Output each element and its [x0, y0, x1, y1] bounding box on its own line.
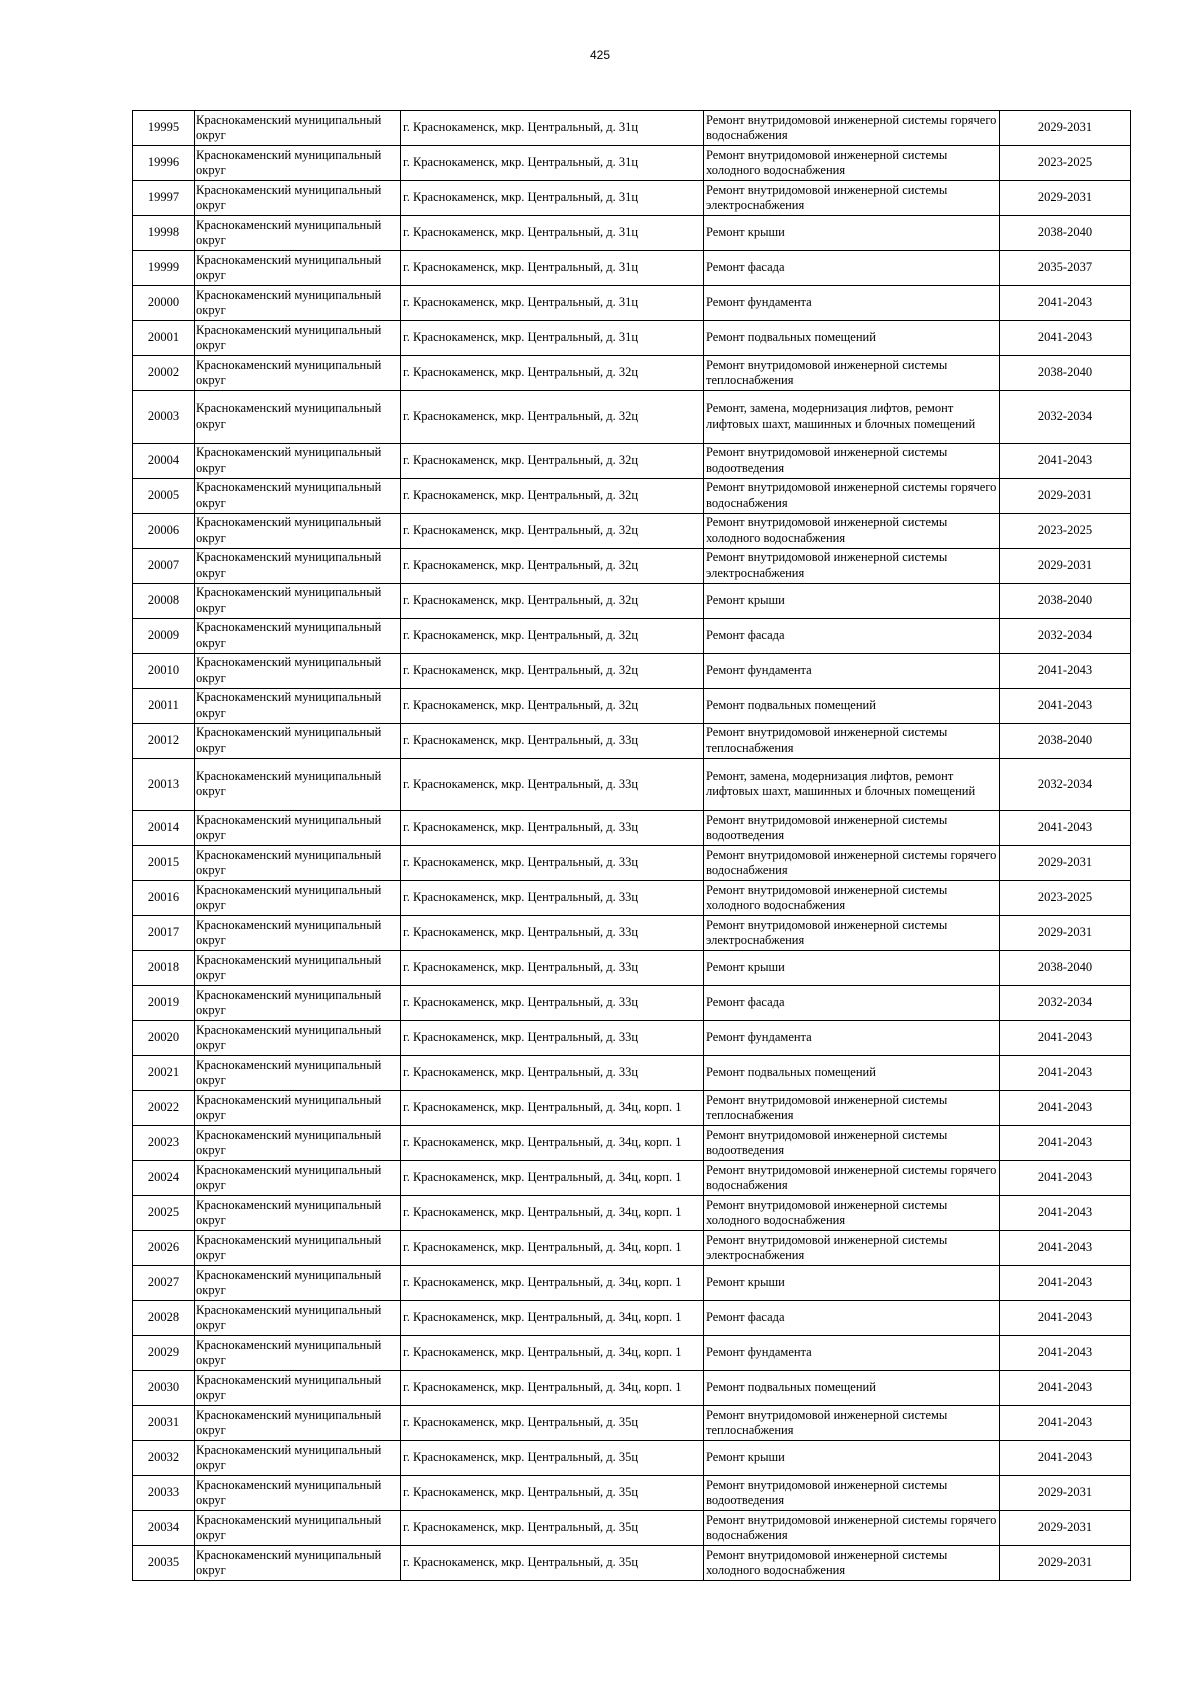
work-type-cell: Ремонт внутридомовой инженерной системы водоотведения: [704, 443, 1000, 478]
work-type-cell: Ремонт крыши: [704, 583, 1000, 618]
address-cell: г. Краснокаменск, мкр. Центральный, д. 35ц: [401, 1406, 704, 1441]
period-cell: 2041-2043: [1000, 1336, 1131, 1371]
table-row: [133, 881, 1131, 916]
table-row: [133, 618, 1131, 653]
address-cell: г. Краснокаменск, мкр. Центральный, д. 31ц: [401, 181, 704, 216]
address-cell: г. Краснокаменск, мкр. Центральный, д. 35ц: [401, 1546, 704, 1581]
address-cell: г. Краснокаменск, мкр. Центральный, д. 34ц, корп. 1: [401, 1371, 704, 1406]
row-number: 19997: [133, 181, 195, 216]
work-type-cell: Ремонт внутридомовой инженерной системы горячего водоснабжения: [704, 1161, 1000, 1196]
municipality-cell: Краснокаменский муниципальный округ: [195, 1231, 401, 1266]
table-row: [133, 846, 1131, 881]
row-number: 20031: [133, 1406, 195, 1441]
address-cell: г. Краснокаменск, мкр. Центральный, д. 32ц: [401, 688, 704, 723]
row-number: 20025: [133, 1196, 195, 1231]
address-cell: г. Краснокаменск, мкр. Центральный, д. 34ц, корп. 1: [401, 1126, 704, 1161]
municipality-cell: Краснокаменский муниципальный округ: [195, 513, 401, 548]
work-type-cell: Ремонт фасада: [704, 986, 1000, 1021]
address-cell: г. Краснокаменск, мкр. Центральный, д. 33ц: [401, 1021, 704, 1056]
row-number: 20004: [133, 443, 195, 478]
address-cell: г. Краснокаменск, мкр. Центральный, д. 33ц: [401, 811, 704, 846]
municipality-cell: Краснокаменский муниципальный округ: [195, 478, 401, 513]
address-cell: г. Краснокаменск, мкр. Центральный, д. 34ц, корп. 1: [401, 1196, 704, 1231]
row-number: 20006: [133, 513, 195, 548]
work-type-cell: Ремонт внутридомовой инженерной системы теплоснабжения: [704, 1406, 1000, 1441]
period-cell: 2029-2031: [1000, 916, 1131, 951]
work-type-cell: Ремонт фундамента: [704, 1336, 1000, 1371]
table-row: [133, 111, 1131, 146]
municipality-cell: Краснокаменский муниципальный округ: [195, 443, 401, 478]
work-type-cell: Ремонт внутридомовой инженерной системы водоотведения: [704, 1476, 1000, 1511]
work-type-cell: Ремонт внутридомовой инженерной системы холодного водоснабжения: [704, 146, 1000, 181]
period-cell: 2041-2043: [1000, 1021, 1131, 1056]
row-number: 20023: [133, 1126, 195, 1161]
page-number: 425: [589, 48, 611, 62]
municipality-cell: Краснокаменский муниципальный округ: [195, 583, 401, 618]
row-number: 20016: [133, 881, 195, 916]
period-cell: 2041-2043: [1000, 286, 1131, 321]
table-row: [133, 1371, 1131, 1406]
table-body: [133, 111, 1131, 1581]
municipality-cell: Краснокаменский муниципальный округ: [195, 286, 401, 321]
municipality-cell: Краснокаменский муниципальный округ: [195, 1511, 401, 1546]
work-type-cell: Ремонт внутридомовой инженерной системы электроснабжения: [704, 916, 1000, 951]
period-cell: 2032-2034: [1000, 391, 1131, 444]
address-cell: г. Краснокаменск, мкр. Центральный, д. 31ц: [401, 251, 704, 286]
municipality-cell: Краснокаменский муниципальный округ: [195, 251, 401, 286]
table-row: [133, 181, 1131, 216]
municipality-cell: Краснокаменский муниципальный округ: [195, 1056, 401, 1091]
period-cell: 2041-2043: [1000, 1196, 1131, 1231]
period-cell: 2038-2040: [1000, 216, 1131, 251]
address-cell: г. Краснокаменск, мкр. Центральный, д. 34ц, корп. 1: [401, 1091, 704, 1126]
period-cell: 2041-2043: [1000, 1371, 1131, 1406]
municipality-cell: Краснокаменский муниципальный округ: [195, 688, 401, 723]
address-cell: г. Краснокаменск, мкр. Центральный, д. 32ц: [401, 356, 704, 391]
period-cell: 2029-2031: [1000, 846, 1131, 881]
period-cell: 2029-2031: [1000, 111, 1131, 146]
municipality-cell: Краснокаменский муниципальный округ: [195, 618, 401, 653]
row-number: 19995: [133, 111, 195, 146]
period-cell: 2041-2043: [1000, 688, 1131, 723]
row-number: 20018: [133, 951, 195, 986]
address-cell: г. Краснокаменск, мкр. Центральный, д. 32ц: [401, 513, 704, 548]
work-type-cell: Ремонт внутридомовой инженерной системы горячего водоснабжения: [704, 846, 1000, 881]
row-number: 19998: [133, 216, 195, 251]
table-row: [133, 321, 1131, 356]
table-row: [133, 583, 1131, 618]
municipality-cell: Краснокаменский муниципальный округ: [195, 846, 401, 881]
row-number: 20008: [133, 583, 195, 618]
address-cell: г. Краснокаменск, мкр. Центральный, д. 33ц: [401, 758, 704, 811]
municipality-cell: Краснокаменский муниципальный округ: [195, 811, 401, 846]
period-cell: 2035-2037: [1000, 251, 1131, 286]
work-type-cell: Ремонт внутридомовой инженерной системы электроснабжения: [704, 181, 1000, 216]
work-type-cell: Ремонт внутридомовой инженерной системы теплоснабжения: [704, 1091, 1000, 1126]
table-row: [133, 1126, 1131, 1161]
address-cell: г. Краснокаменск, мкр. Центральный, д. 33ц: [401, 1056, 704, 1091]
period-cell: 2038-2040: [1000, 723, 1131, 758]
work-type-cell: Ремонт фасада: [704, 1301, 1000, 1336]
table-row: [133, 478, 1131, 513]
work-type-cell: Ремонт фундамента: [704, 286, 1000, 321]
address-cell: г. Краснокаменск, мкр. Центральный, д. 31ц: [401, 111, 704, 146]
table-row: [133, 1336, 1131, 1371]
row-number: 20000: [133, 286, 195, 321]
municipality-cell: Краснокаменский муниципальный округ: [195, 1126, 401, 1161]
period-cell: 2038-2040: [1000, 951, 1131, 986]
table-row: [133, 1056, 1131, 1091]
address-cell: г. Краснокаменск, мкр. Центральный, д. 31ц: [401, 286, 704, 321]
row-number: 20011: [133, 688, 195, 723]
work-type-cell: Ремонт крыши: [704, 1441, 1000, 1476]
row-number: 20020: [133, 1021, 195, 1056]
row-number: 20026: [133, 1231, 195, 1266]
period-cell: 2041-2043: [1000, 1441, 1131, 1476]
row-number: 20028: [133, 1301, 195, 1336]
row-number: 19996: [133, 146, 195, 181]
period-cell: 2041-2043: [1000, 1406, 1131, 1441]
address-cell: г. Краснокаменск, мкр. Центральный, д. 35ц: [401, 1441, 704, 1476]
table-row: [133, 548, 1131, 583]
table-row: [133, 146, 1131, 181]
period-cell: 2041-2043: [1000, 1231, 1131, 1266]
work-type-cell: Ремонт внутридомовой инженерной системы водоотведения: [704, 1126, 1000, 1161]
address-cell: г. Краснокаменск, мкр. Центральный, д. 33ц: [401, 846, 704, 881]
table-row: [133, 513, 1131, 548]
work-type-cell: Ремонт крыши: [704, 951, 1000, 986]
table-row: [133, 216, 1131, 251]
period-cell: 2041-2043: [1000, 811, 1131, 846]
table-row: [133, 1091, 1131, 1126]
table-row: [133, 1231, 1131, 1266]
period-cell: 2038-2040: [1000, 356, 1131, 391]
work-type-cell: Ремонт внутридомовой инженерной системы горячего водоснабжения: [704, 111, 1000, 146]
row-number: 20002: [133, 356, 195, 391]
municipality-cell: Краснокаменский муниципальный округ: [195, 356, 401, 391]
period-cell: 2032-2034: [1000, 986, 1131, 1021]
row-number: 20024: [133, 1161, 195, 1196]
work-type-cell: Ремонт внутридомовой инженерной системы электроснабжения: [704, 1231, 1000, 1266]
address-cell: г. Краснокаменск, мкр. Центральный, д. 35ц: [401, 1476, 704, 1511]
row-number: 20012: [133, 723, 195, 758]
address-cell: г. Краснокаменск, мкр. Центральный, д. 31ц: [401, 321, 704, 356]
address-cell: г. Краснокаменск, мкр. Центральный, д. 34ц, корп. 1: [401, 1301, 704, 1336]
work-type-cell: Ремонт внутридомовой инженерной системы горячего водоснабжения: [704, 1511, 1000, 1546]
address-cell: г. Краснокаменск, мкр. Центральный, д. 35ц: [401, 1511, 704, 1546]
period-cell: 2029-2031: [1000, 1511, 1131, 1546]
period-cell: 2029-2031: [1000, 478, 1131, 513]
work-type-cell: Ремонт внутридомовой инженерной системы теплоснабжения: [704, 356, 1000, 391]
municipality-cell: Краснокаменский муниципальный округ: [195, 216, 401, 251]
municipality-cell: Краснокаменский муниципальный округ: [195, 1336, 401, 1371]
period-cell: 2023-2025: [1000, 513, 1131, 548]
table-row: [133, 1406, 1131, 1441]
municipality-cell: Краснокаменский муниципальный округ: [195, 181, 401, 216]
work-type-cell: Ремонт фундамента: [704, 653, 1000, 688]
work-type-cell: Ремонт внутридомовой инженерной системы холодного водоснабжения: [704, 1196, 1000, 1231]
address-cell: г. Краснокаменск, мкр. Центральный, д. 32ц: [401, 548, 704, 583]
row-number: 20017: [133, 916, 195, 951]
period-cell: 2041-2043: [1000, 1126, 1131, 1161]
period-cell: 2041-2043: [1000, 1091, 1131, 1126]
municipality-cell: Краснокаменский муниципальный округ: [195, 916, 401, 951]
work-type-cell: Ремонт внутридомовой инженерной системы электроснабжения: [704, 548, 1000, 583]
table-row: [133, 951, 1131, 986]
work-type-cell: Ремонт внутридомовой инженерной системы горячего водоснабжения: [704, 478, 1000, 513]
period-cell: 2032-2034: [1000, 618, 1131, 653]
row-number: 20009: [133, 618, 195, 653]
address-cell: г. Краснокаменск, мкр. Центральный, д. 34ц, корп. 1: [401, 1266, 704, 1301]
municipality-cell: Краснокаменский муниципальный округ: [195, 1476, 401, 1511]
municipality-cell: Краснокаменский муниципальный округ: [195, 986, 401, 1021]
row-number: 20005: [133, 478, 195, 513]
work-type-cell: Ремонт внутридомовой инженерной системы водоотведения: [704, 811, 1000, 846]
row-number: 20013: [133, 758, 195, 811]
table-row: [133, 1301, 1131, 1336]
address-cell: г. Краснокаменск, мкр. Центральный, д. 33ц: [401, 951, 704, 986]
row-number: 20027: [133, 1266, 195, 1301]
row-number: 20029: [133, 1336, 195, 1371]
municipality-cell: Краснокаменский муниципальный округ: [195, 321, 401, 356]
address-cell: г. Краснокаменск, мкр. Центральный, д. 31ц: [401, 216, 704, 251]
work-type-cell: Ремонт внутридомовой инженерной системы теплоснабжения: [704, 723, 1000, 758]
repair-schedule-table: [132, 110, 1131, 1581]
municipality-cell: Краснокаменский муниципальный округ: [195, 1021, 401, 1056]
row-number: 20015: [133, 846, 195, 881]
table-row: [133, 916, 1131, 951]
table-row: [133, 1196, 1131, 1231]
work-type-cell: Ремонт фасада: [704, 251, 1000, 286]
table-row: [133, 653, 1131, 688]
period-cell: 2041-2043: [1000, 443, 1131, 478]
address-cell: г. Краснокаменск, мкр. Центральный, д. 33ц: [401, 723, 704, 758]
row-number: 20003: [133, 391, 195, 444]
table-row: [133, 391, 1131, 444]
work-type-cell: Ремонт, замена, модернизация лифтов, ремонт лифтовых шахт, машинных и блочных помещений: [704, 391, 1000, 444]
address-cell: г. Краснокаменск, мкр. Центральный, д. 32ц: [401, 618, 704, 653]
row-number: 20035: [133, 1546, 195, 1581]
period-cell: 2038-2040: [1000, 583, 1131, 618]
municipality-cell: Краснокаменский муниципальный округ: [195, 1406, 401, 1441]
row-number: 20001: [133, 321, 195, 356]
table-row: [133, 251, 1131, 286]
work-type-cell: Ремонт, замена, модернизация лифтов, ремонт лифтовых шахт, машинных и блочных помещений: [704, 758, 1000, 811]
table-row: [133, 688, 1131, 723]
row-number: 19999: [133, 251, 195, 286]
work-type-cell: Ремонт крыши: [704, 1266, 1000, 1301]
table-row: [133, 1021, 1131, 1056]
period-cell: 2029-2031: [1000, 1476, 1131, 1511]
address-cell: г. Краснокаменск, мкр. Центральный, д. 32ц: [401, 583, 704, 618]
table-row: [133, 286, 1131, 321]
work-type-cell: Ремонт подвальных помещений: [704, 321, 1000, 356]
municipality-cell: Краснокаменский муниципальный округ: [195, 391, 401, 444]
row-number: 20019: [133, 986, 195, 1021]
work-type-cell: Ремонт подвальных помещений: [704, 1056, 1000, 1091]
row-number: 20007: [133, 548, 195, 583]
address-cell: г. Краснокаменск, мкр. Центральный, д. 31ц: [401, 146, 704, 181]
period-cell: 2029-2031: [1000, 181, 1131, 216]
period-cell: 2023-2025: [1000, 881, 1131, 916]
table-row: [133, 758, 1131, 811]
table-row: [133, 1546, 1131, 1581]
work-type-cell: Ремонт внутридомовой инженерной системы холодного водоснабжения: [704, 881, 1000, 916]
period-cell: 2023-2025: [1000, 146, 1131, 181]
municipality-cell: Краснокаменский муниципальный округ: [195, 1091, 401, 1126]
period-cell: 2041-2043: [1000, 1301, 1131, 1336]
table-row: [133, 1161, 1131, 1196]
period-cell: 2041-2043: [1000, 1266, 1131, 1301]
municipality-cell: Краснокаменский муниципальный округ: [195, 146, 401, 181]
period-cell: 2029-2031: [1000, 548, 1131, 583]
address-cell: г. Краснокаменск, мкр. Центральный, д. 34ц, корп. 1: [401, 1231, 704, 1266]
table-row: [133, 356, 1131, 391]
period-cell: 2041-2043: [1000, 1161, 1131, 1196]
address-cell: г. Краснокаменск, мкр. Центральный, д. 32ц: [401, 391, 704, 444]
table-row: [133, 723, 1131, 758]
row-number: 20014: [133, 811, 195, 846]
address-cell: г. Краснокаменск, мкр. Центральный, д. 33ц: [401, 916, 704, 951]
municipality-cell: Краснокаменский муниципальный округ: [195, 881, 401, 916]
address-cell: г. Краснокаменск, мкр. Центральный, д. 33ц: [401, 986, 704, 1021]
municipality-cell: Краснокаменский муниципальный округ: [195, 1266, 401, 1301]
period-cell: 2032-2034: [1000, 758, 1131, 811]
address-cell: г. Краснокаменск, мкр. Центральный, д. 32ц: [401, 653, 704, 688]
address-cell: г. Краснокаменск, мкр. Центральный, д. 32ц: [401, 478, 704, 513]
municipality-cell: Краснокаменский муниципальный округ: [195, 548, 401, 583]
row-number: 20010: [133, 653, 195, 688]
row-number: 20021: [133, 1056, 195, 1091]
period-cell: 2041-2043: [1000, 321, 1131, 356]
table-row: [133, 1441, 1131, 1476]
work-type-cell: Ремонт внутридомовой инженерной системы холодного водоснабжения: [704, 513, 1000, 548]
municipality-cell: Краснокаменский муниципальный округ: [195, 1546, 401, 1581]
row-number: 20032: [133, 1441, 195, 1476]
work-type-cell: Ремонт подвальных помещений: [704, 1371, 1000, 1406]
municipality-cell: Краснокаменский муниципальный округ: [195, 951, 401, 986]
table-row: [133, 1511, 1131, 1546]
table-row: [133, 1266, 1131, 1301]
work-type-cell: Ремонт крыши: [704, 216, 1000, 251]
period-cell: 2029-2031: [1000, 1546, 1131, 1581]
municipality-cell: Краснокаменский муниципальный округ: [195, 653, 401, 688]
municipality-cell: Краснокаменский муниципальный округ: [195, 1371, 401, 1406]
address-cell: г. Краснокаменск, мкр. Центральный, д. 33ц: [401, 881, 704, 916]
row-number: 20030: [133, 1371, 195, 1406]
address-cell: г. Краснокаменск, мкр. Центральный, д. 34ц, корп. 1: [401, 1161, 704, 1196]
address-cell: г. Краснокаменск, мкр. Центральный, д. 32ц: [401, 443, 704, 478]
municipality-cell: Краснокаменский муниципальный округ: [195, 1161, 401, 1196]
period-cell: 2041-2043: [1000, 1056, 1131, 1091]
table-row: [133, 986, 1131, 1021]
municipality-cell: Краснокаменский муниципальный округ: [195, 1441, 401, 1476]
period-cell: 2041-2043: [1000, 653, 1131, 688]
table-row: [133, 1476, 1131, 1511]
municipality-cell: Краснокаменский муниципальный округ: [195, 758, 401, 811]
municipality-cell: Краснокаменский муниципальный округ: [195, 111, 401, 146]
table-row: [133, 443, 1131, 478]
work-type-cell: Ремонт внутридомовой инженерной системы холодного водоснабжения: [704, 1546, 1000, 1581]
municipality-cell: Краснокаменский муниципальный округ: [195, 723, 401, 758]
work-type-cell: Ремонт фасада: [704, 618, 1000, 653]
table-row: [133, 811, 1131, 846]
row-number: 20033: [133, 1476, 195, 1511]
row-number: 20034: [133, 1511, 195, 1546]
row-number: 20022: [133, 1091, 195, 1126]
work-type-cell: Ремонт фундамента: [704, 1021, 1000, 1056]
address-cell: г. Краснокаменск, мкр. Центральный, д. 34ц, корп. 1: [401, 1336, 704, 1371]
municipality-cell: Краснокаменский муниципальный округ: [195, 1196, 401, 1231]
work-type-cell: Ремонт подвальных помещений: [704, 688, 1000, 723]
municipality-cell: Краснокаменский муниципальный округ: [195, 1301, 401, 1336]
